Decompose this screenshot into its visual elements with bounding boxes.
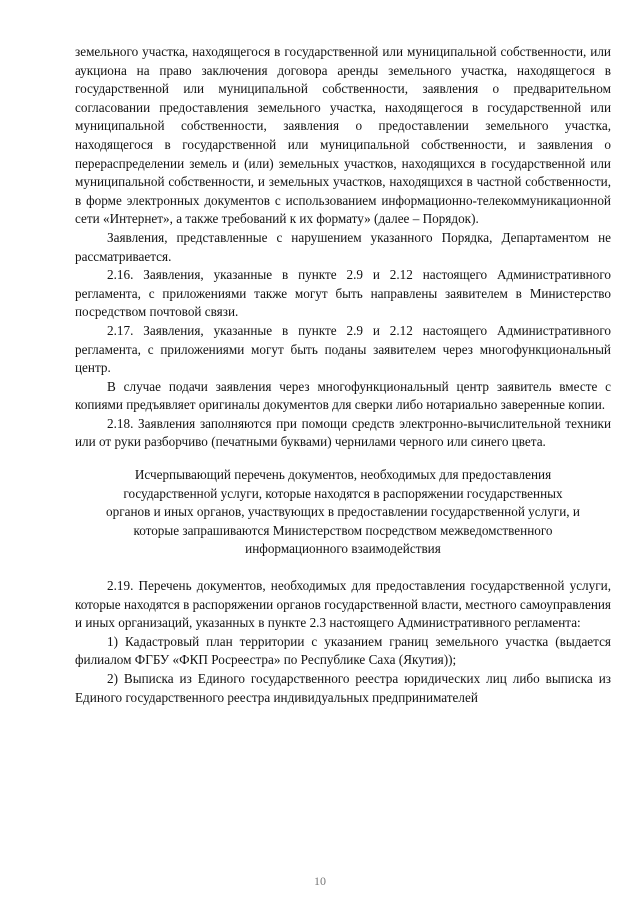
document-body [75,43,611,707]
paragraph-group-top [75,43,611,452]
page-number: 10 [314,874,326,888]
heading-line: государственной услуги, которые находятся в распоряжении государственных [123,485,563,501]
paragraph-group-bottom [75,577,611,707]
heading-line: которые запрашиваются Министерством посредством межведомственного [133,522,553,538]
list-item-1: 1) Кадастровый план территории с указанием границ земельного участка (выдается филиалом ФГБУ «ФКП Росреестра» по Республике Саха (Якутия)); [75,633,611,668]
paragraph-continuation: земельного участка, находящегося в государственной или муниципальной собственности, или аукциона на право заключения договора аренды земельного участка, находящегося в государственной или муниципальной собственности, заявления о предварительном согласовании предоставления земельного участка, находящегося в государственной или муниципальной собственности, заявления о предоставлении земельного участка, находящегося в государственной или муниципальной собственности, и заявления о перераспределении земель и (или) земельных участков, находящихся в государственной или муниципальной собственности, и земельных участков, находящихся в частной собственности, в форме электронных документов с использованием информационно-телекоммуникационной сети «Интернет», а также требований к их формату» (далее – Порядок). [75,44,611,227]
paragraph-2-17: 2.17. Заявления, указанные в пункте 2.9 и 2.12 настоящего Административного регламента, с приложениями могут быть поданы заявителем через многофункциональный центр. [75,322,611,376]
list-item-2: 2) Выписка из Единого государственного реестра юридических лиц либо выписка из Единого государственного реестра индивидуальных предпринимателей [75,671,611,705]
heading-line: информационного взаимодействия [245,541,441,557]
paragraph-2-18: 2.18. Заявления заполняются при помощи средств электронно-вычислительной техники или от руки разборчиво (печатными буквами) чернилами черного или синего цвета. [75,415,611,450]
heading-line: органов и иных органов, участвующих в предоставлении государственной услуги, и [106,504,580,520]
section-heading [75,466,611,559]
paragraph-notice: Заявления, представленные с нарушением указанного Порядка, Департаментом не рассматривается. [75,229,611,264]
paragraph-2-19: 2.19. Перечень документов, необходимых для предоставления государственной услуги, которые находятся в распоряжении органов государственной власти, местного самоуправления и иных организаций, указанных в пункте 2.3 настоящего Административного регламента: [75,578,611,631]
paragraph-2-16: 2.16. Заявления, указанные в пункте 2.9 и 2.12 настоящего Административного регламента, с приложениями также могут быть направлены заявителем в Министерство посредством почтовой связи. [75,267,611,320]
paragraph-mfc: В случае подачи заявления через многофункциональный центр заявитель вместе с копиями предъявляет оригиналы документов для сверки либо нотариально заверенные копии. [75,378,611,413]
heading-line: Исчерпывающий перечень документов, необходимых для предоставления [134,467,552,483]
